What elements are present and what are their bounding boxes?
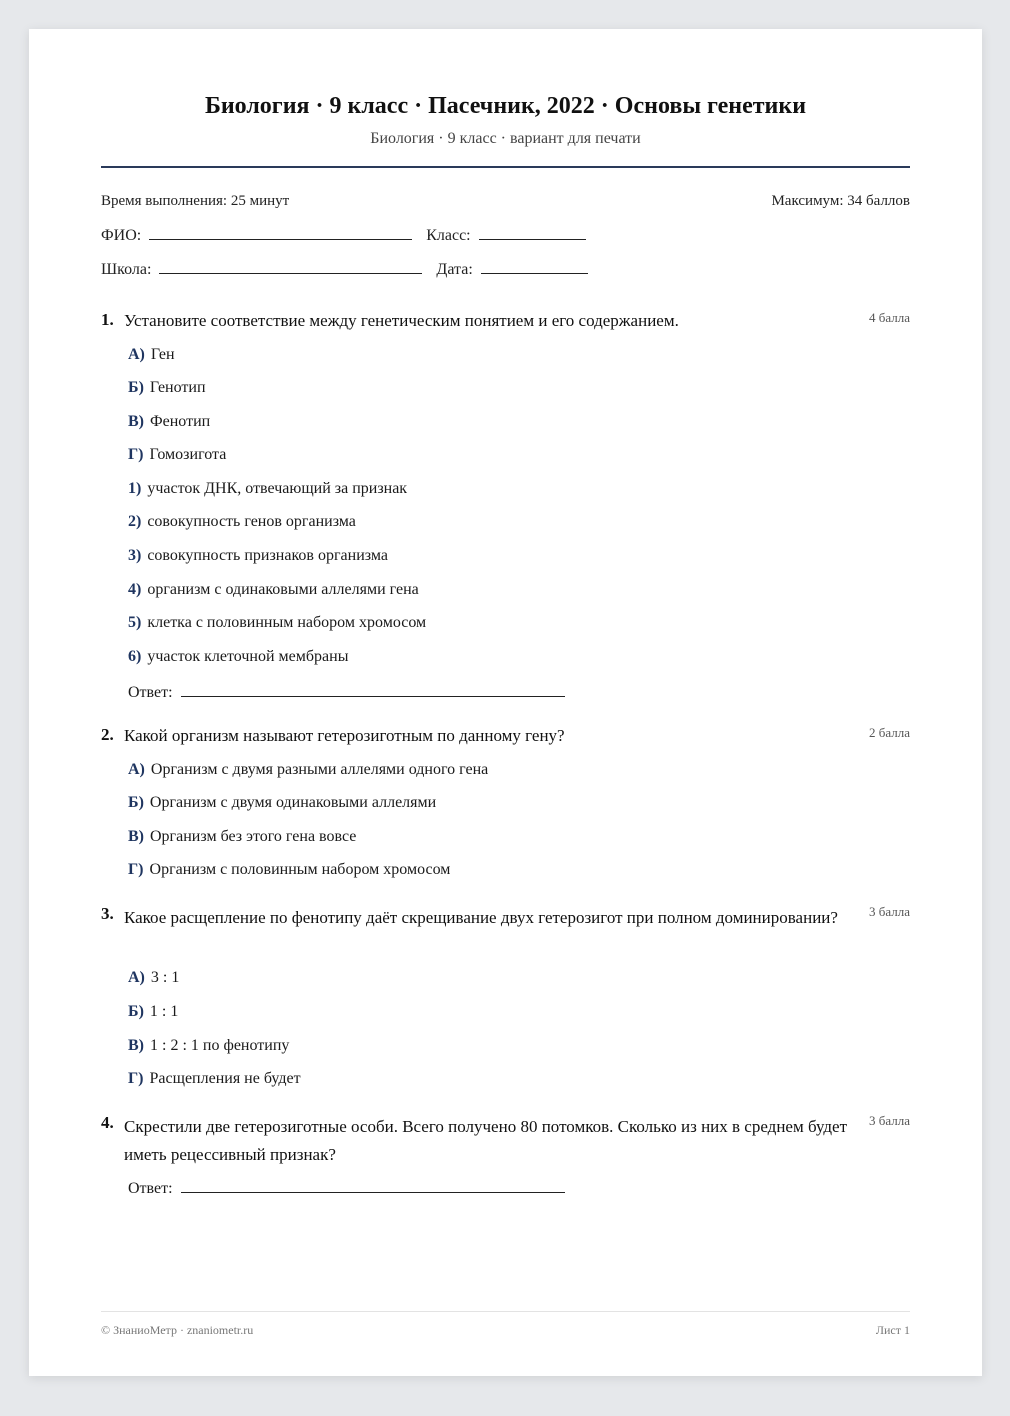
question-points: 3 балла bbox=[869, 904, 910, 919]
question-points: 3 балла bbox=[869, 1113, 910, 1128]
question-number: 4. bbox=[101, 1113, 114, 1132]
header-divider bbox=[101, 166, 910, 168]
question-points: 2 балла bbox=[869, 725, 910, 740]
option-item[interactable]: Б) 1 : 1 bbox=[128, 1003, 179, 1020]
question-number: 1. bbox=[101, 310, 114, 329]
option-item[interactable]: Г) Расщепления не будет bbox=[128, 1070, 301, 1087]
time-limit: Время выполнения: 25 минут bbox=[101, 193, 290, 209]
question-points: 4 балла bbox=[869, 310, 910, 325]
option-item[interactable]: А) Ген bbox=[128, 346, 175, 363]
question-text: Какой организм называют гетерозиготным по данному гену? bbox=[124, 726, 565, 745]
answer-row bbox=[128, 682, 565, 702]
page-title: Биология · 9 класс · Пасечник, 2022 · Основы генетики bbox=[204, 93, 807, 119]
option-item[interactable]: Б) Организм с двумя одинаковыми аллелями bbox=[128, 794, 437, 811]
footer-page-number: Лист 1 bbox=[875, 1323, 910, 1337]
fio-field[interactable] bbox=[149, 225, 412, 240]
max-score: Максимум: 34 баллов bbox=[771, 193, 910, 209]
match-item[interactable]: 2) совокупность генов организма bbox=[128, 513, 356, 530]
answer-label: Ответ: bbox=[128, 684, 173, 701]
option-item[interactable]: Б) Генотип bbox=[128, 379, 206, 396]
answer-field[interactable] bbox=[181, 1178, 565, 1193]
question-number: 2. bbox=[101, 725, 114, 744]
page-subtitle: Биология · 9 класс · вариант для печати bbox=[370, 130, 641, 147]
question-number: 3. bbox=[101, 904, 114, 923]
school-label: Школа: bbox=[101, 261, 152, 278]
question-text: Скрестили две гетерозиготные особи. Всего получено 80 потомков. Сколько из них в среднем будет иметь рецессивный признак? bbox=[124, 1117, 848, 1164]
school-date-row bbox=[101, 259, 588, 279]
class-label: Класс: bbox=[426, 227, 471, 244]
fio-label: ФИО: bbox=[101, 227, 142, 244]
answer-field[interactable] bbox=[181, 682, 565, 697]
date-field[interactable] bbox=[481, 259, 588, 274]
option-item[interactable]: А) Организм с двумя разными аллелями одного гена bbox=[128, 761, 489, 778]
meta-row bbox=[101, 193, 910, 210]
date-label: Дата: bbox=[436, 261, 473, 278]
option-item[interactable]: В) Фенотип bbox=[128, 413, 211, 430]
match-item[interactable]: 1) участок ДНК, отвечающий за признак bbox=[128, 480, 408, 497]
option-item[interactable]: В) 1 : 2 : 1 по фенотипу bbox=[128, 1037, 290, 1054]
footer-copyright: © ЗнаниоМетр · znaniometr.ru bbox=[101, 1323, 254, 1337]
class-field[interactable] bbox=[479, 225, 586, 240]
question-text: Установите соответствие между генетическим понятием и его содержанием. bbox=[124, 311, 679, 330]
match-item[interactable]: 5) клетка с половинным набором хромосом bbox=[128, 614, 427, 631]
answer-label: Ответ: bbox=[128, 1180, 173, 1197]
option-item[interactable]: Г) Гомозигота bbox=[128, 446, 227, 463]
worksheet-page bbox=[29, 29, 982, 1376]
question-text: Какое расщепление по фенотипу даёт скрещивание двух гетерозигот при полном доминировании? bbox=[124, 908, 838, 927]
option-item[interactable]: Г) Организм с половинным набором хромосом bbox=[128, 861, 451, 878]
page-content bbox=[101, 29, 910, 1376]
answer-row bbox=[128, 1178, 565, 1198]
footer-divider bbox=[101, 1311, 910, 1312]
name-class-row bbox=[101, 225, 586, 245]
option-item[interactable]: В) Организм без этого гена вовсе bbox=[128, 828, 357, 845]
match-item[interactable]: 6) участок клеточной мембраны bbox=[128, 648, 349, 665]
match-item[interactable]: 4) организм с одинаковыми аллелями гена bbox=[128, 581, 419, 598]
school-field[interactable] bbox=[159, 259, 422, 274]
match-item[interactable]: 3) совокупность признаков организма bbox=[128, 547, 388, 564]
option-item[interactable]: А) 3 : 1 bbox=[128, 969, 180, 986]
